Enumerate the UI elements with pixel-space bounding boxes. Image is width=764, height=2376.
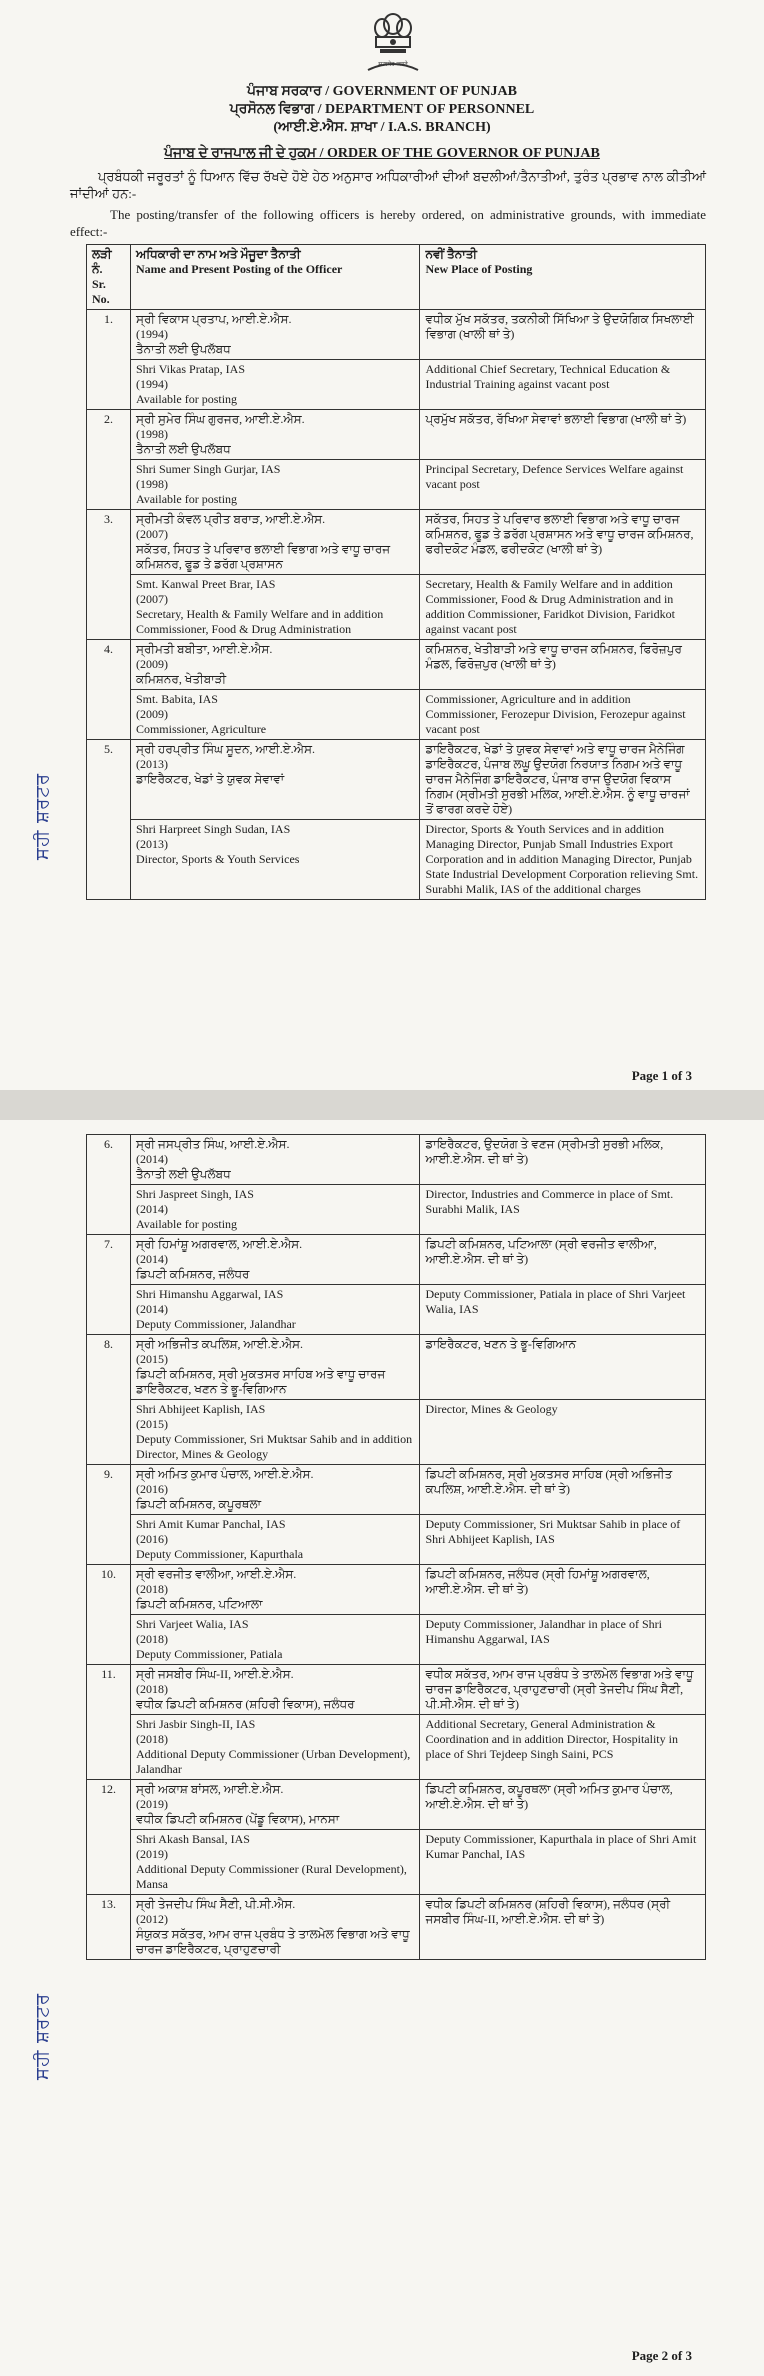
page-number-2: Page 2 of 3 <box>631 2348 692 2363</box>
emblem-of-india-icon <box>362 6 424 76</box>
officer-name-punjabi: ਸ੍ਰੀ ਅਮਿਤ ਕੁਮਾਰ ਪੰਚਾਲ, ਆਈ.ਏ.ਐਸ. (2016) ਡਿਪਟੀ ਕਮਿਸ਼ਨਰ, ਕਪੂਰਥਲਾ <box>130 1465 420 1515</box>
serial-number: 5. <box>87 740 131 900</box>
table-row <box>87 1665 706 1715</box>
new-posting-punjabi: ਪ੍ਰਮੁੱਖ ਸਕੱਤਰ, ਰੱਖਿਆ ਸੇਵਾਵਾਂ ਭਲਾਈ ਵਿਭਾਗ (ਖਾਲੀ ਥਾਂ ਤੇ) <box>420 410 706 460</box>
table-row <box>87 640 706 690</box>
table-row <box>87 1565 706 1615</box>
new-posting-english: Secretary, Health & Family Welfare and in addition Commissioner, Food & Drug Administration and in addition Commissioner, Faridkot Division, Faridkot against vacant post <box>420 575 706 640</box>
header-name: ਅਧਿਕਾਰੀ ਦਾ ਨਾਮ ਅਤੇ ਮੌਜੂਦਾ ਤੈਨਾਤੀ Name and Present Posting of the Officer <box>130 245 420 310</box>
officer-name-punjabi: ਸ੍ਰੀ ਜਸਪ੍ਰੀਤ ਸਿੰਘ, ਆਈ.ਏ.ਐਸ. (2014) ਤੈਨਾਤੀ ਲਈ ਉਪਲੱਬਧ <box>130 1135 420 1185</box>
new-posting-english: Director, Industries and Commerce in place of Smt. Surabhi Malik, IAS <box>420 1185 706 1235</box>
officer-name-english: Smt. Babita, IAS (2009) Commissioner, Agriculture <box>130 690 420 740</box>
new-posting-punjabi: ਡਾਇਰੈਕਟਰ, ਉਦਯੋਗ ਤੇ ਵਣਜ (ਸ੍ਰੀਮਤੀ ਸੁਰਭੀ ਮਲਿਕ, ਆਈ.ਏ.ਐਸ. ਦੀ ਥਾਂ ਤੇ) <box>420 1135 706 1185</box>
table-row <box>87 1400 706 1465</box>
table-row <box>87 1185 706 1235</box>
new-posting-english: Director, Sports & Youth Services and in addition Managing Director, Punjab Small Industries Export Corporation and in addition Managing Director, Punjab State Industrial Development Corporation relieving Smt. Surabhi Malik, IAS of the additional charges <box>420 820 706 900</box>
officer-name-english: Smt. Kanwal Preet Brar, IAS (2007) Secretary, Health & Family Welfare and in addition Commissioner, Food & Drug Administration <box>130 575 420 640</box>
signature-stamp-2: ਸਹੀ ਸ਼ਰਟਰ <box>32 1992 53 2080</box>
table-row <box>87 1780 706 1830</box>
officer-name-punjabi: ਸ੍ਰੀ ਜਸਬੀਰ ਸਿੰਘ-II, ਆਈ.ਏ.ਐਸ. (2018) ਵਧੀਕ ਡਿਪਟੀ ਕਮਿਸ਼ਨਰ (ਸ਼ਹਿਰੀ ਵਿਕਾਸ), ਜਲੰਧਰ <box>130 1665 420 1715</box>
officer-name-english: Shri Varjeet Walia, IAS (2018) Deputy Commissioner, Patiala <box>130 1615 420 1665</box>
header-sr: ਲੜੀ ਨੰ. Sr. No. <box>87 245 131 310</box>
officer-name-english: Shri Harpreet Singh Sudan, IAS (2013) Director, Sports & Youth Services <box>130 820 420 900</box>
serial-number: 7. <box>87 1235 131 1335</box>
new-posting-punjabi: ਵਧੀਕ ਮੁੱਖ ਸਕੱਤਰ, ਤਕਨੀਕੀ ਸਿੱਖਿਆ ਤੇ ਉਦਯੋਗਿਕ ਸਿਖਲਾਈ ਵਿਭਾਗ (ਖਾਲੀ ਥਾਂ ਤੇ) <box>420 310 706 360</box>
document-page-2 <box>0 1120 764 2376</box>
table-row <box>87 1615 706 1665</box>
officer-name-english: Shri Akash Bansal, IAS (2019) Additional Deputy Commissioner (Rural Development), Mansa <box>130 1830 420 1895</box>
intro-english: The posting/transfer of the following officers is hereby ordered, on administrative grounds, with immediate effect:- <box>70 207 706 239</box>
table-row <box>87 575 706 640</box>
postings-table-continued <box>86 1134 706 1960</box>
new-posting-english: Deputy Commissioner, Jalandhar in place of Shri Himanshu Aggarwal, IAS <box>420 1615 706 1665</box>
table-row <box>87 410 706 460</box>
officer-name-punjabi: ਸ੍ਰੀ ਸੁਮੇਰ ਸਿੰਘ ਗੁਰਜਰ, ਆਈ.ਏ.ਐਸ. (1998) ਤੈਨਾਤੀ ਲਈ ਉਪਲੱਬਧ <box>130 410 420 460</box>
header-new-post: ਨਵੀਂ ਤੈਨਾਤੀ New Place of Posting <box>420 245 706 310</box>
table-row <box>87 1715 706 1780</box>
new-posting-punjabi: ਵਧੀਕ ਸਕੱਤਰ, ਆਮ ਰਾਜ ਪ੍ਰਬੰਧ ਤੇ ਤਾਲਮੇਲ ਵਿਭਾਗ ਅਤੇ ਵਾਧੂ ਚਾਰਜ ਡਾਇਰੈਕਟਰ, ਪ੍ਰਾਹੁਣਚਾਰੀ (ਸ੍ਰੀ ਤੇਜਦੀਪ ਸਿੰਘ ਸੈਣੀ, ਪੀ.ਸੀ.ਐਸ. ਦੀ ਥਾਂ ਤੇ) <box>420 1665 706 1715</box>
table-row <box>87 1895 706 1960</box>
new-posting-punjabi: ਡਾਇਰੈਕਟਰ, ਖੇਡਾਂ ਤੇ ਯੁਵਕ ਸੇਵਾਵਾਂ ਅਤੇ ਵਾਧੂ ਚਾਰਜ ਮੈਨੇਜਿੰਗ ਡਾਇਰੈਕਟਰ, ਪੰਜਾਬ ਲਘੂ ਉਦਯੋਗ ਨਿਰਯਾਤ ਨਿਗਮ ਅਤੇ ਵਾਧੂ ਚਾਰਜ ਮੈਨੇਜਿੰਗ ਡਾਇਰੈਕਟਰ, ਪੰਜਾਬ ਰਾਜ ਉਦਯੋਗ ਵਿਕਾਸ ਨਿਗਮ (ਸ੍ਰੀਮਤੀ ਸੁਰਭੀ ਮਲਿਕ, ਆਈ.ਏ.ਐਸ. ਨੂੰ ਵਾਧੂ ਚਾਰਜਾਂ ਤੋਂ ਫਾਰਗ ਕਰਦੇ ਹੋਏ) <box>420 740 706 820</box>
order-title: ਪੰਜਾਬ ਦੇ ਰਾਜਪਾਲ ਜੀ ਦੇ ਹੁਕਮ / ORDER OF THE GOVERNOR OF PUNJAB <box>164 146 600 161</box>
table-row <box>87 1335 706 1400</box>
officer-name-punjabi: ਸ੍ਰੀ ਵਿਕਾਸ ਪ੍ਰਤਾਪ, ਆਈ.ਏ.ਐਸ. (1994) ਤੈਨਾਤੀ ਲਈ ਉਪਲੱਬਧ <box>130 310 420 360</box>
new-posting-punjabi: ਡਿਪਟੀ ਕਮਿਸ਼ਨਰ, ਕਪੂਰਥਲਾ (ਸ੍ਰੀ ਅਮਿਤ ਕੁਮਾਰ ਪੰਚਾਲ, ਆਈ.ਏ.ਐਸ. ਦੀ ਥਾਂ ਤੇ) <box>420 1780 706 1830</box>
officer-name-punjabi: ਸ੍ਰੀ ਅਕਾਸ਼ ਬਾਂਸਲ, ਆਈ.ਏ.ਐਸ. (2019) ਵਧੀਕ ਡਿਪਟੀ ਕਮਿਸ਼ਨਰ (ਪੇਂਡੂ ਵਿਕਾਸ), ਮਾਨਸਾ <box>130 1780 420 1830</box>
serial-number: 1. <box>87 310 131 410</box>
officer-name-english: Shri Abhijeet Kaplish, IAS (2015) Deputy Commissioner, Sri Muktsar Sahib and in addition Director, Mines & Geology <box>130 1400 420 1465</box>
serial-number: 6. <box>87 1135 131 1235</box>
svg-text:सत्यमेव जयते: सत्यमेव जयते <box>378 61 408 68</box>
serial-number: 8. <box>87 1335 131 1465</box>
serial-number: 11. <box>87 1665 131 1780</box>
serial-number: 3. <box>87 510 131 640</box>
new-posting-punjabi: ਡਿਪਟੀ ਕਮਿਸ਼ਨਰ, ਜਲੰਧਰ (ਸ੍ਰੀ ਹਿਮਾਂਸ਼ੂ ਅਗਰਵਾਲ, ਆਈ.ਏ.ਐਸ. ਦੀ ਥਾਂ ਤੇ) <box>420 1565 706 1615</box>
officer-name-punjabi: ਸ੍ਰੀ ਅਭਿਜੀਤ ਕਪਲਿਸ਼, ਆਈ.ਏ.ਐਸ. (2015) ਡਿਪਟੀ ਕਮਿਸ਼ਨਰ, ਸ੍ਰੀ ਮੁਕਤਸਰ ਸਾਹਿਬ ਅਤੇ ਵਾਧੂ ਚਾਰਜ ਡਾਇਰੈਕਟਰ, ਖਣਨ ਤੇ ਭੂ-ਵਿਗਿਆਨ <box>130 1335 420 1400</box>
postings-table <box>86 244 706 900</box>
officer-name-english: Shri Jasbir Singh-II, IAS (2018) Additional Deputy Commissioner (Urban Development), Jalandhar <box>130 1715 420 1780</box>
serial-number: 10. <box>87 1565 131 1665</box>
new-posting-punjabi: ਸਕੱਤਰ, ਸਿਹਤ ਤੇ ਪਰਿਵਾਰ ਭਲਾਈ ਵਿਭਾਗ ਅਤੇ ਵਾਧੂ ਚਾਰਜ ਕਮਿਸ਼ਨਰ, ਫੂਡ ਤੇ ਡਰੱਗ ਪ੍ਰਸ਼ਾਸਨ ਅਤੇ ਵਾਧੂ ਚਾਰਜ ਕਮਿਸ਼ਨਰ, ਫਰੀਦਕੋਟ ਮੰਡਲ, ਫਰੀਦਕੋਟ (ਖਾਲੀ ਥਾਂ ਤੇ) <box>420 510 706 575</box>
new-posting-punjabi: ਵਧੀਕ ਡਿਪਟੀ ਕਮਿਸ਼ਨਰ (ਸ਼ਹਿਰੀ ਵਿਕਾਸ), ਜਲੰਧਰ (ਸ੍ਰੀ ਜਸਬੀਰ ਸਿੰਘ-II, ਆਈ.ਏ.ਐਸ. ਦੀ ਥਾਂ ਤੇ) <box>420 1895 706 1960</box>
officer-name-english: Shri Sumer Singh Gurjar, IAS (1998) Available for posting <box>130 460 420 510</box>
officer-name-english: Shri Jaspreet Singh, IAS (2014) Available for posting <box>130 1185 420 1235</box>
new-posting-english: Deputy Commissioner, Patiala in place of Shri Varjeet Walia, IAS <box>420 1285 706 1335</box>
page-number: Page 1 of 3 <box>631 1068 692 1083</box>
intro-punjabi: ਪ੍ਰਬੰਧਕੀ ਜਰੂਰਤਾਂ ਨੂੰ ਧਿਆਨ ਵਿੱਚ ਰੱਖਦੇ ਹੋਏ ਹੇਠ ਅਨੁਸਾਰ ਅਧਿਕਾਰੀਆਂ ਦੀਆਂ ਬਦਲੀਆਂ/ਤੈਨਾਤੀਆਂ, ਤੁਰੰਤ ਪ੍ਰਭਾਵ ਨਾਲ ਕੀਤੀਆਂ ਜਾਂਦੀਆਂ ਹਨ:- <box>70 169 706 201</box>
document-page-1 <box>0 0 764 1090</box>
table-row <box>87 1285 706 1335</box>
table-row <box>87 1135 706 1185</box>
table-row <box>87 1830 706 1895</box>
officer-name-english: Shri Amit Kumar Panchal, IAS (2016) Deputy Commissioner, Kapurthala <box>130 1515 420 1565</box>
new-posting-punjabi: ਕਮਿਸ਼ਨਰ, ਖੇਤੀਬਾੜੀ ਅਤੇ ਵਾਧੂ ਚਾਰਜ ਕਮਿਸ਼ਨਰ, ਫਿਰੋਜ਼ਪੁਰ ਮੰਡਲ, ਫਿਰੋਜ਼ਪੁਰ (ਖਾਲੀ ਥਾਂ ਤੇ) <box>420 640 706 690</box>
serial-number: 13. <box>87 1895 131 1960</box>
new-posting-punjabi: ਡਿਪਟੀ ਕਮਿਸ਼ਨਰ, ਸ੍ਰੀ ਮੁਕਤਸਰ ਸਾਹਿਬ (ਸ੍ਰੀ ਅਭਿਜੀਤ ਕਪਲਿਸ਼, ਆਈ.ਏ.ਐਸ. ਦੀ ਥਾਂ ਤੇ) <box>420 1465 706 1515</box>
serial-number: 12. <box>87 1780 131 1895</box>
table-row <box>87 360 706 410</box>
table-row <box>87 1235 706 1285</box>
new-posting-english: Director, Mines & Geology <box>420 1400 706 1465</box>
table-header-row <box>87 245 706 310</box>
table-row <box>87 740 706 820</box>
table-row <box>87 820 706 900</box>
new-posting-english: Additional Chief Secretary, Technical Education & Industrial Training against vacant post <box>420 360 706 410</box>
officer-name-punjabi: ਸ੍ਰੀ ਵਰਜੀਤ ਵਾਲੀਆ, ਆਈ.ਏ.ਐਸ. (2018) ਡਿਪਟੀ ਕਮਿਸ਼ਨਰ, ਪਟਿਆਲਾ <box>130 1565 420 1615</box>
officer-name-punjabi: ਸ੍ਰੀ ਤੇਜਦੀਪ ਸਿੰਘ ਸੈਣੀ, ਪੀ.ਸੀ.ਐਸ. (2012) ਸੰਯੁਕਤ ਸਕੱਤਰ, ਆਮ ਰਾਜ ਪ੍ਰਬੰਧ ਤੇ ਤਾਲਮੇਲ ਵਿਭਾਗ ਅਤੇ ਵਾਧੂ ਚਾਰਜ ਡਾਇਰੈਕਟਰ, ਪ੍ਰਾਹੁਣਚਾਰੀ <box>130 1895 420 1960</box>
new-posting-english: Deputy Commissioner, Sri Muktsar Sahib in place of Shri Abhijeet Kaplish, IAS <box>420 1515 706 1565</box>
new-posting-english: Principal Secretary, Defence Services Welfare against vacant post <box>420 460 706 510</box>
new-posting-punjabi: ਡਿਪਟੀ ਕਮਿਸ਼ਨਰ, ਪਟਿਆਲਾ (ਸ੍ਰੀ ਵਰਜੀਤ ਵਾਲੀਆ, ਆਈ.ਏ.ਐਸ. ਦੀ ਥਾਂ ਤੇ) <box>420 1235 706 1285</box>
signature-stamp: ਸਹੀ ਸ਼ਰਟਰ <box>32 772 53 860</box>
serial-number: 9. <box>87 1465 131 1565</box>
new-posting-english: Additional Secretary, General Administration & Coordination and in addition Director, Hospitality in place of Shri Tejdeep Singh Saini, PCS <box>420 1715 706 1780</box>
serial-number: 4. <box>87 640 131 740</box>
officer-name-punjabi: ਸ੍ਰੀਮਤੀ ਬਬੀਤਾ, ਆਈ.ਏ.ਐਸ. (2009) ਕਮਿਸ਼ਨਰ, ਖੇਤੀਬਾੜੀ <box>130 640 420 690</box>
officer-name-punjabi: ਸ੍ਰੀ ਹਿਮਾਂਸ਼ੂ ਅਗਰਵਾਲ, ਆਈ.ਏ.ਐਸ. (2014) ਡਿਪਟੀ ਕਮਿਸ਼ਨਰ, ਜਲੰਧਰ <box>130 1235 420 1285</box>
table-row <box>87 1465 706 1515</box>
new-posting-english: Deputy Commissioner, Kapurthala in place of Shri Amit Kumar Panchal, IAS <box>420 1830 706 1895</box>
officer-name-english: Shri Himanshu Aggarwal, IAS (2014) Deputy Commissioner, Jalandhar <box>130 1285 420 1335</box>
department-title: ਪ੍ਰਸੋਨਲ ਵਿਭਾਗ / DEPARTMENT OF PERSONNEL <box>229 102 535 117</box>
officer-name-punjabi: ਸ੍ਰੀ ਹਰਪ੍ਰੀਤ ਸਿੰਘ ਸੂਦਨ, ਆਈ.ਏ.ਐਸ. (2013) ਡਾਇਰੈਕਟਰ, ਖੇਡਾਂ ਤੇ ਯੁਵਕ ਸੇਵਾਵਾਂ <box>130 740 420 820</box>
table-row <box>87 310 706 360</box>
govt-title: ਪੰਜਾਬ ਸਰਕਾਰ / GOVERNMENT OF PUNJAB <box>247 84 517 99</box>
officer-name-punjabi: ਸ੍ਰੀਮਤੀ ਕੰਵਲ ਪ੍ਰੀਤ ਬਰਾੜ, ਆਈ.ਏ.ਐਸ. (2007) ਸਕੱਤਰ, ਸਿਹਤ ਤੇ ਪਰਿਵਾਰ ਭਲਾਈ ਵਿਭਾਗ ਅਤੇ ਵਾਧੂ ਚਾਰਜ ਕਮਿਸ਼ਨਰ, ਫੂਡ ਤੇ ਡਰੱਗ ਪ੍ਰਸ਼ਾਸਨ <box>130 510 420 575</box>
officer-name-english: Shri Vikas Pratap, IAS (1994) Available for posting <box>130 360 420 410</box>
table-row <box>87 460 706 510</box>
table-row <box>87 1515 706 1565</box>
new-posting-punjabi: ਡਾਇਰੈਕਟਰ, ਖਣਨ ਤੇ ਭੂ-ਵਿਗਿਆਨ <box>420 1335 706 1400</box>
branch-title: (ਆਈ.ਏ.ਐਸ. ਸ਼ਾਖਾ / I.A.S. BRANCH) <box>273 120 491 135</box>
table-row <box>87 690 706 740</box>
new-posting-english: Commissioner, Agriculture and in addition Commissioner, Ferozepur Division, Ferozepur against vacant post <box>420 690 706 740</box>
table-row <box>87 510 706 575</box>
serial-number: 2. <box>87 410 131 510</box>
